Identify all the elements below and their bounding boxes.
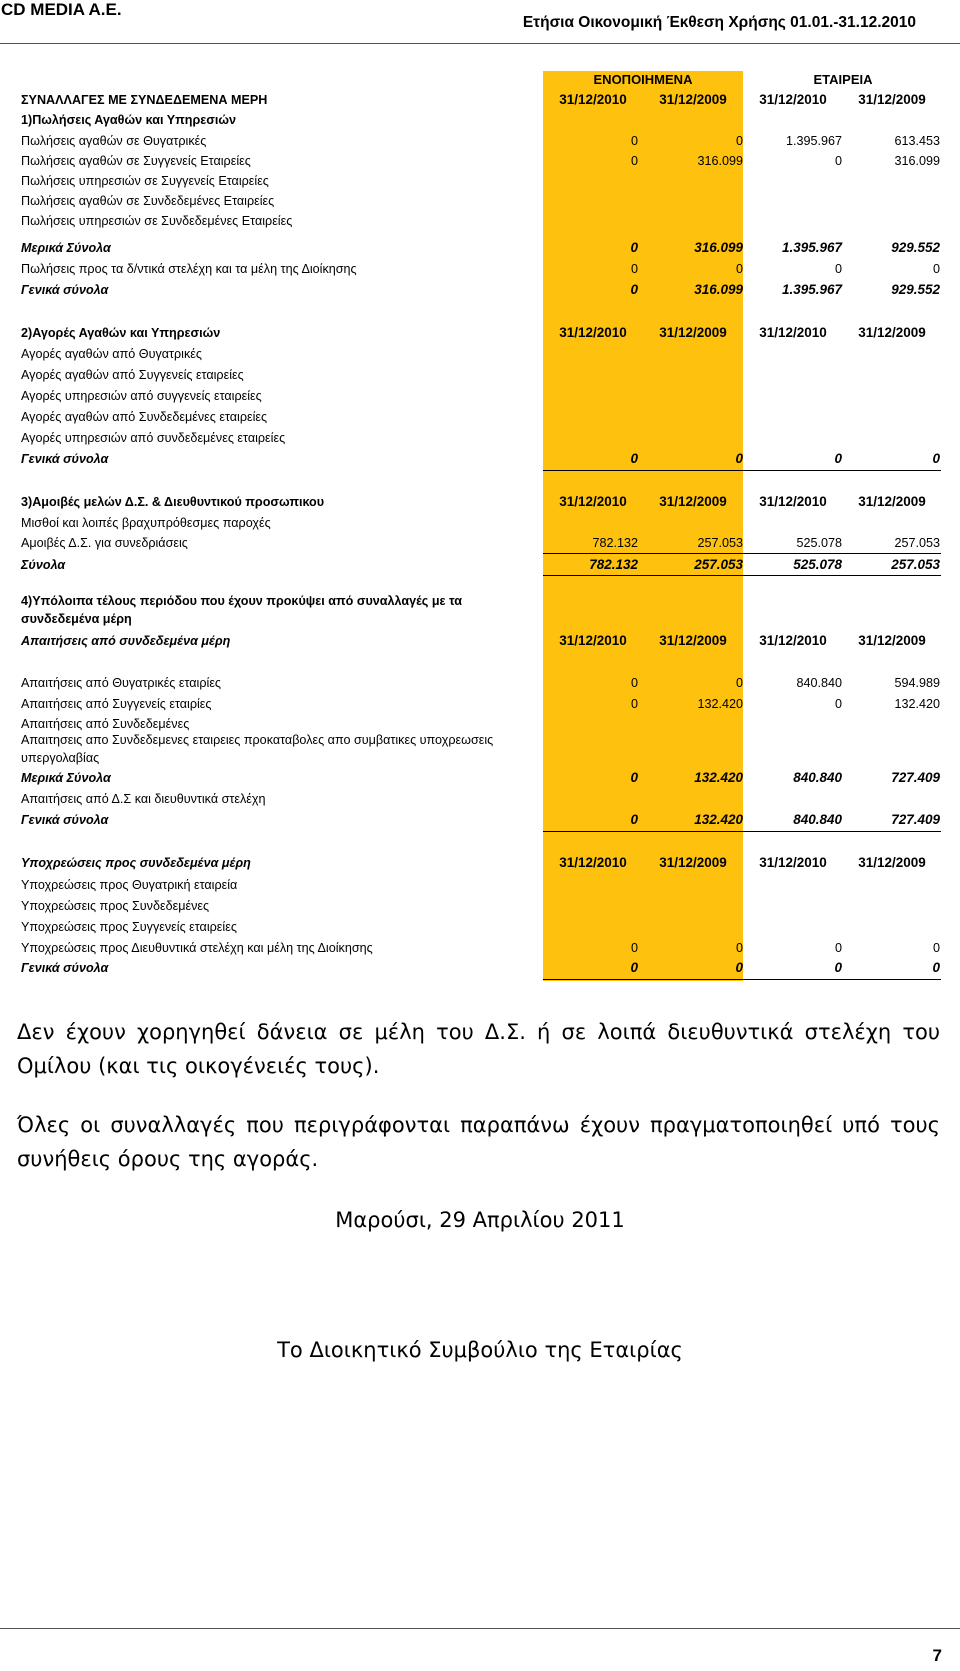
place-date: Μαρούσι, 29 Απριλίου 2011 [335, 1208, 625, 1232]
value-cell: 929.552 [891, 240, 940, 255]
section4-partial-total-row [0, 768, 960, 788]
table-row [0, 533, 960, 553]
row-label: Απαιτήσεις από Θυγατρικές εταιρίες [21, 676, 222, 690]
section5-header-row [0, 853, 960, 873]
value-cell: 840.840 [793, 812, 842, 827]
report-title: Ετήσια Οικονομική Έκθεση Χρήσης 01.01.-31.12.2010 [522, 14, 916, 31]
date-cell: 31/12/2009 [659, 325, 727, 340]
table-row [0, 365, 960, 385]
row-label: Απαιτήσεις από Συγγενείς εταιρίες [21, 697, 212, 711]
section3-title: 3)Αμοιβές μελών Δ.Σ. & Διευθυντικού προσωπικου [21, 495, 325, 509]
row-label: Γενικά σύνολα [21, 961, 109, 975]
value-cell: 0 [630, 134, 638, 148]
value-cell: 782.132 [592, 536, 638, 550]
value-cell: 727.409 [891, 812, 940, 827]
value-cell: 316.099 [697, 154, 743, 168]
value-cell: 0 [834, 154, 842, 168]
value-cell: 0 [834, 451, 842, 466]
row-label: Υποχρεώσεις προς Συνδεδεμένες [21, 899, 210, 913]
value-cell: 0 [735, 451, 743, 466]
section2-header-row [0, 323, 960, 343]
date-cell: 31/12/2010 [559, 633, 627, 648]
group-header-company: ΕΤΑΙΡΕΙΑ [813, 72, 873, 87]
row-label: Αγορές αγαθών από Συγγενείς εταιρείες [21, 368, 244, 382]
value-cell: 525.078 [793, 557, 842, 572]
value-cell: 0 [630, 812, 638, 827]
section4-title: 4)Υπόλοιπα τέλους περιόδου που έχουν προκύψει από συναλλαγές με τα συνδεδεμένα μέρη [21, 594, 463, 626]
value-cell: 0 [834, 262, 842, 276]
value-cell: 0 [932, 960, 940, 975]
section1-grand-total-row [0, 280, 960, 300]
row-label: Αγορές υπηρεσιών από συγγενείς εταιρείες [21, 389, 262, 403]
value-cell: 0 [932, 941, 940, 955]
table-row [0, 789, 960, 809]
row-label: Πωλήσεις αγαθών σε Θυγατρικές [21, 134, 207, 148]
section5-title: Υποχρεώσεις προς συνδεδεμένα μέρη [21, 856, 251, 870]
table-row [0, 171, 960, 191]
market-terms-statement: Όλες οι συναλλαγές που περιγράφονται παραπάνω έχουν πραγματοποιηθεί υπό τους συνήθεις όρους της αγοράς. [17, 1113, 940, 1171]
row-label: Απαιτήσεις από Δ.Σ και διευθυντικά στελέχη [21, 792, 266, 806]
section3-total-row [0, 555, 960, 575]
value-cell: 0 [735, 262, 743, 276]
value-cell: 0 [735, 676, 743, 690]
value-cell: 257.053 [697, 536, 743, 550]
table-row [0, 211, 960, 231]
row-label: Πωλήσεις υπηρεσιών σε Συνδεδεμένες Εταιρείες [21, 214, 293, 228]
section1-header-row [0, 90, 960, 110]
value-cell: 613.453 [894, 134, 940, 148]
table-row [0, 151, 960, 171]
value-cell: 1.395.967 [785, 134, 842, 148]
date-cell: 31/12/2010 [759, 855, 827, 870]
section1-partial-total-row [0, 238, 960, 258]
row-label: Μερικά Σύνολα [21, 771, 111, 785]
row-label: Αμοιβές Δ.Σ. για συνεδριάσεις [21, 536, 188, 550]
value-cell: 840.840 [793, 770, 842, 785]
table-row [0, 917, 960, 937]
date-cell: 31/12/2010 [759, 494, 827, 509]
row-label: Αγορές αγαθών από Συνδεδεμένες εταιρείες [21, 410, 268, 424]
value-cell: 0 [834, 697, 842, 711]
table-row [0, 694, 960, 714]
value-cell: 0 [630, 282, 638, 297]
value-cell: 782.132 [589, 557, 638, 572]
date-cell: 31/12/2009 [858, 855, 926, 870]
date-cell: 31/12/2009 [858, 494, 926, 509]
date-cell: 31/12/2010 [559, 92, 627, 107]
row-label: Μισθοί και λοιπές βραχυπρόθεσμες παροχές [21, 516, 271, 530]
value-cell: 0 [735, 960, 743, 975]
section4-rule [543, 831, 941, 832]
date-cell: 31/12/2010 [559, 855, 627, 870]
table-row [0, 407, 960, 427]
value-cell: 0 [630, 960, 638, 975]
value-cell: 0 [735, 941, 743, 955]
value-cell: 0 [630, 451, 638, 466]
row-label: Πωλήσεις αγαθών σε Συνδεδεμένες Εταιρείες [21, 194, 275, 208]
section5-rule [543, 979, 941, 980]
row-label: Υποχρεώσεις προς Θυγατρική εταιρεία [21, 878, 238, 892]
section4-grand-total-row [0, 810, 960, 830]
value-cell: 1.395.967 [781, 240, 842, 255]
section1-title: ΣΥΝΑΛΛΑΓΕΣ ΜΕ ΣΥΝΔΕΔΕΜΕΝΑ ΜΕΡΗ [21, 93, 268, 107]
date-cell: 31/12/2009 [659, 494, 727, 509]
table-row [0, 386, 960, 406]
value-cell: 0 [630, 941, 638, 955]
value-cell: 727.409 [891, 770, 940, 785]
section3-rule-bottom [543, 575, 941, 576]
value-cell: 0 [630, 676, 638, 690]
row-label: Απαιτήσεις από Συνδεδεμένες [21, 717, 190, 731]
row-label: Πωλήσεις προς τα δ/ντικά στελέχη και τα μέλη της Διοίκησης [21, 262, 357, 276]
table-row [0, 131, 960, 151]
table-row [0, 513, 960, 533]
date-cell: 31/12/2010 [759, 325, 827, 340]
row-label: Σύνολα [21, 558, 66, 572]
table-row [0, 344, 960, 364]
row-label: Γενικά σύνολα [21, 813, 109, 827]
value-cell: 0 [834, 941, 842, 955]
group-header-consolidated: ΕΝΟΠΟΙΗΜΕΝΑ [593, 72, 693, 87]
row-label: Αγορές υπηρεσιών από συνδεδεμένες εταιρείες [21, 431, 286, 445]
date-cell: 31/12/2009 [659, 633, 727, 648]
section3-header-row [0, 492, 960, 512]
value-cell: 0 [834, 960, 842, 975]
date-cell: 31/12/2010 [559, 325, 627, 340]
page-number: 7 [932, 1646, 942, 1665]
value-cell: 1.395.967 [781, 282, 842, 297]
section2-grand-total-row [0, 449, 960, 469]
section5-grand-total-row [0, 958, 960, 978]
date-cell: 31/12/2009 [858, 633, 926, 648]
row-label: Υποχρεώσεις προς Διευθυντικά στελέχη και μέλη της Διοίκησης [21, 941, 373, 955]
value-cell: 0 [630, 240, 638, 255]
table-row [0, 938, 960, 958]
footer-divider [0, 1628, 960, 1629]
date-cell: 31/12/2009 [858, 325, 926, 340]
value-cell: 257.053 [894, 536, 940, 550]
loans-statement: Δεν έχουν χορηγηθεί δάνεια σε μέλη του Δ.Σ. ή σε λοιπά διευθυντικά στελέχη του Ομίλου (και τις οικογένειές τους). [17, 1020, 940, 1078]
section1-subtitle: 1)Πωλήσεις Αγαθών και Υπηρεσιών [21, 113, 236, 127]
value-cell: 0 [735, 134, 743, 148]
table-row [0, 896, 960, 916]
date-cell: 31/12/2010 [559, 494, 627, 509]
section4-header-row [0, 631, 960, 651]
value-cell: 132.420 [694, 812, 743, 827]
value-cell: 132.420 [697, 697, 743, 711]
value-cell: 0 [932, 451, 940, 466]
table-row [0, 428, 960, 448]
row-label: Γενικά σύνολα [21, 283, 109, 297]
value-cell: 257.053 [891, 557, 940, 572]
date-cell: 31/12/2010 [759, 633, 827, 648]
value-cell: 0 [630, 154, 638, 168]
table-row [0, 875, 960, 895]
date-cell: 31/12/2010 [759, 92, 827, 107]
company-name: CD MEDIA A.E. [1, 0, 122, 19]
value-cell: 594.989 [894, 676, 940, 690]
row-label: Γενικά σύνολα [21, 452, 109, 466]
row-label: Πωλήσεις υπηρεσιών σε Συγγενείς Εταιρείες [21, 174, 269, 188]
date-cell: 31/12/2009 [659, 855, 727, 870]
value-cell: 0 [630, 262, 638, 276]
value-cell: 0 [630, 770, 638, 785]
value-cell: 316.099 [694, 282, 743, 297]
row-label: Αγορές αγαθών από Θυγατρικές [21, 347, 202, 361]
row-label: Πωλήσεις αγαθών σε Συγγενείς Εταιρείες [21, 154, 251, 168]
signature-line: Το Διοικητικό Συμβούλιο της Εταιρίας [277, 1338, 683, 1362]
value-cell: 525.078 [796, 536, 842, 550]
value-cell: 132.420 [894, 697, 940, 711]
section1-subtitle-row [0, 110, 960, 130]
date-cell: 31/12/2009 [659, 92, 727, 107]
section2-title: 2)Αγορές Αγαθών και Υπηρεσιών [21, 326, 221, 340]
value-cell: 0 [630, 697, 638, 711]
value-cell: 0 [932, 262, 940, 276]
table-row [0, 673, 960, 693]
value-cell: 257.053 [694, 557, 743, 572]
table-row [0, 259, 960, 279]
value-cell: 840.840 [796, 676, 842, 690]
value-cell: 132.420 [694, 770, 743, 785]
row-label: Απαιτησεις απο Συνδεδεμενες εταιρειες προκαταβολες απο συμβατικες υποχρεωσεις υπεργολαβίας [21, 733, 494, 765]
section2-rule [543, 470, 941, 471]
row-label: Μερικά Σύνολα [21, 241, 111, 255]
value-cell: 929.552 [891, 282, 940, 297]
value-cell: 316.099 [894, 154, 940, 168]
table-row [0, 191, 960, 211]
value-cell: 316.099 [694, 240, 743, 255]
section3-rule-top [543, 553, 941, 554]
date-cell: 31/12/2009 [858, 92, 926, 107]
receivables-title: Απαιτήσεις από συνδεδεμένα μέρη [21, 634, 231, 648]
row-label: Υποχρεώσεις προς Συγγενείς εταιρείες [21, 920, 237, 934]
